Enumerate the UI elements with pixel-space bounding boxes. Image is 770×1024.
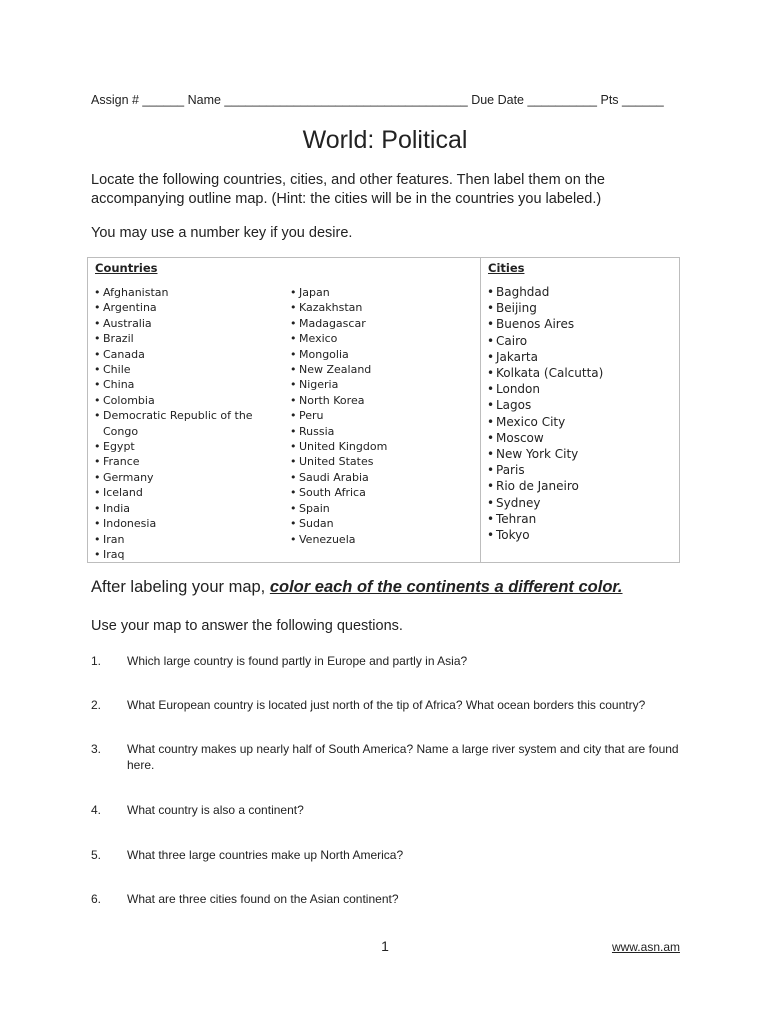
list-item: • South Africa: [290, 485, 470, 500]
list-item: • Mexico City: [487, 414, 672, 430]
list-item: • Saudi Arabia: [290, 470, 470, 485]
list-item: • Rio de Janeiro: [487, 478, 672, 494]
list-item: • Nigeria: [290, 377, 470, 392]
list-item: • New Zealand: [290, 362, 470, 377]
instructions-text: Locate the following countries, cities, and other features. Then label them on the accompanying outline map. (Hint: the cities will be in the countries you labeled.): [91, 172, 605, 207]
list-item: • North Korea: [290, 393, 470, 408]
footer-website-link[interactable]: www.asn.am: [611, 940, 680, 954]
list-item: • Tokyo: [487, 527, 672, 543]
list-item: • Sydney: [487, 495, 672, 511]
question-number: 3.: [91, 742, 102, 756]
list-item: • Cairo: [487, 333, 672, 349]
locations-table: [87, 257, 680, 563]
list-item: • Japan: [290, 285, 470, 300]
list-item: • Tehran: [487, 511, 672, 527]
list-item: • Spain: [290, 501, 470, 516]
question-number: 6.: [91, 892, 102, 906]
list-item: • Afghanistan: [94, 285, 274, 300]
list-item: • Baghdad: [487, 284, 672, 300]
list-item: • United States: [290, 454, 470, 469]
cities-heading: Cities: [488, 261, 525, 275]
list-item: • France: [94, 454, 274, 469]
question-number: 2.: [91, 698, 102, 712]
list-item: • Iraq: [94, 547, 274, 562]
list-item: • Venezuela: [290, 532, 470, 547]
question-number: 4.: [91, 803, 102, 817]
coloring-instruction-emphasis: color each of the continents a different color.: [269, 578, 623, 596]
cities-list: [487, 284, 672, 543]
question-text: What three large countries make up North America?: [127, 848, 404, 862]
page-number: 1: [381, 938, 389, 954]
coloring-instruction: [91, 578, 623, 597]
list-item: • Egypt: [94, 439, 274, 454]
page-title: World: Political: [302, 126, 468, 154]
assignment-header-line: Assign # ______ Name ___________________________________ Due Date __________ Pts ______: [91, 93, 664, 107]
list-item: • Kazakhstan: [290, 300, 470, 315]
question-text: What country makes up nearly half of South America? Name a large river system and city that are found here.: [127, 742, 679, 772]
list-item: • China: [94, 377, 274, 392]
list-item: • Beijing: [487, 300, 672, 316]
question-number: 5.: [91, 848, 102, 862]
list-item: • India: [94, 501, 274, 516]
list-item: • Lagos: [487, 397, 672, 413]
question-text: Which large country is found partly in Europe and partly in Asia?: [127, 654, 468, 668]
list-item: • Jakarta: [487, 349, 672, 365]
list-item: • Democratic Republic of the Congo: [94, 408, 274, 439]
list-item: • Madagascar: [290, 316, 470, 331]
list-item: • United Kingdom: [290, 439, 470, 454]
list-item: • Russia: [290, 424, 470, 439]
list-item: • Kolkata (Calcutta): [487, 365, 672, 381]
list-item: • Iceland: [94, 485, 274, 500]
question-number: 1.: [91, 654, 102, 668]
list-item: • Mongolia: [290, 347, 470, 362]
list-item: • Brazil: [94, 331, 274, 346]
coloring-instruction-prefix: After labeling your map,: [91, 578, 270, 596]
list-item: • Chile: [94, 362, 274, 377]
list-item: • Buenos Aires: [487, 316, 672, 332]
question-text: What country is also a continent?: [127, 803, 304, 817]
list-item: • Peru: [290, 408, 470, 423]
list-item: • London: [487, 381, 672, 397]
list-item: • Canada: [94, 347, 274, 362]
list-item: • Mexico: [290, 331, 470, 346]
question-text: What are three cities found on the Asian continent?: [127, 892, 399, 906]
question-text: What European country is located just north of the tip of Africa? What ocean borders this country?: [127, 698, 646, 712]
list-item: • Sudan: [290, 516, 470, 531]
list-item: • Germany: [94, 470, 274, 485]
list-item: • Paris: [487, 462, 672, 478]
list-item: • Colombia: [94, 393, 274, 408]
countries-heading: Countries: [95, 261, 158, 275]
questions-intro: Use your map to answer the following questions.: [91, 618, 403, 634]
countries-list-column-1: [94, 285, 274, 562]
column-divider: [480, 258, 481, 562]
number-key-note: You may use a number key if you desire.: [91, 225, 353, 241]
list-item: • Argentina: [94, 300, 274, 315]
list-item: • Indonesia: [94, 516, 274, 531]
list-item: • Australia: [94, 316, 274, 331]
countries-list-column-2: [290, 285, 470, 547]
list-item: • Iran: [94, 532, 274, 547]
list-item: • Moscow: [487, 430, 672, 446]
list-item: • New York City: [487, 446, 672, 462]
